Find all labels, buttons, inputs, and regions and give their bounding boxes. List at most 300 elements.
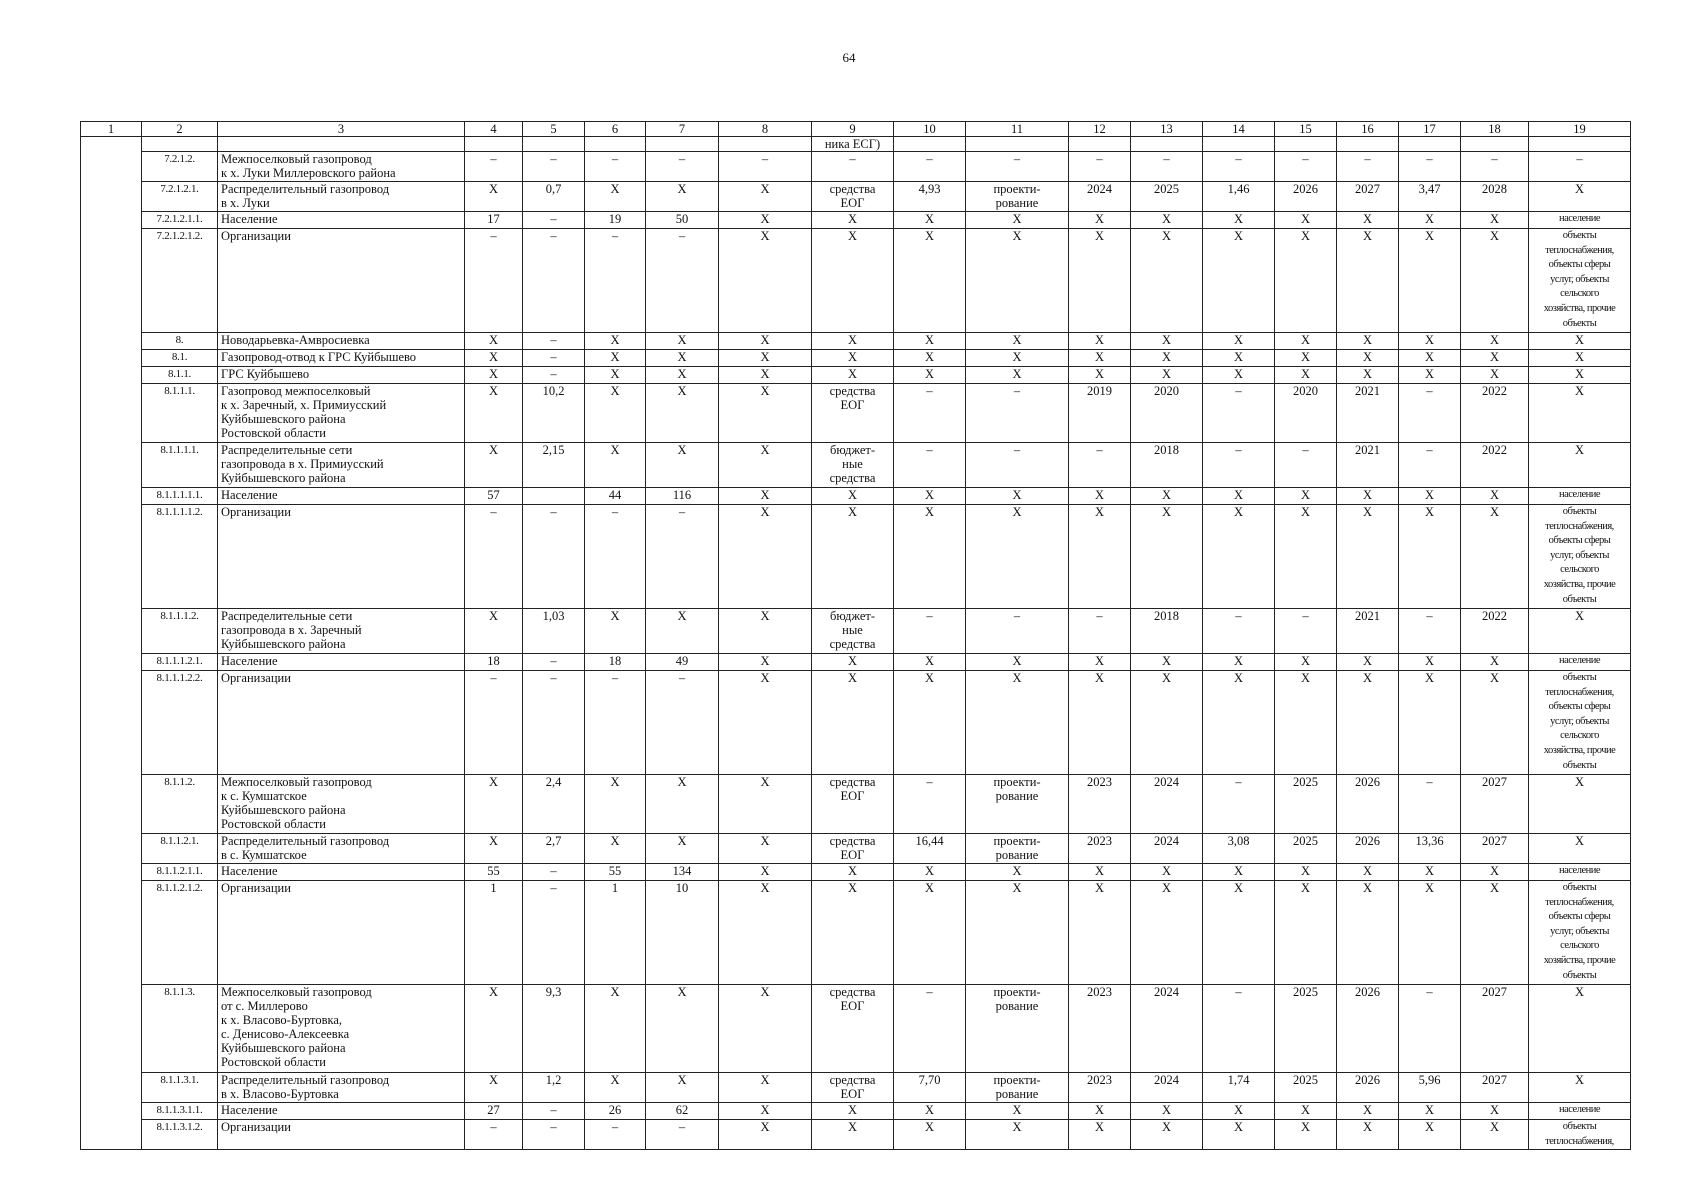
- value-cell-col-14: X: [1203, 1120, 1275, 1150]
- value-cell-col-18: X: [1461, 671, 1529, 775]
- value-cell-col-19: X: [1529, 985, 1631, 1073]
- value-cell-col-14: X: [1203, 488, 1275, 505]
- value-cell-col-4: 27: [465, 1103, 523, 1120]
- column-number: 10: [894, 122, 966, 137]
- value-cell-col-17: 3,47: [1399, 182, 1461, 212]
- value-cell-col-14: 3,08: [1203, 834, 1275, 864]
- value-cell-col-10: –: [894, 775, 966, 834]
- value-cell-col-8: X: [719, 864, 812, 881]
- table-row: [81, 1103, 1631, 1120]
- value-cell-col-5: –: [523, 864, 585, 881]
- value-cell-col-8: X: [719, 182, 812, 212]
- value-cell-col-17: –: [1399, 609, 1461, 654]
- value-cell-col-19: население: [1529, 864, 1631, 881]
- value-cell-col-16: 2021: [1337, 384, 1399, 443]
- value-cell-col-11: X: [966, 881, 1069, 985]
- value-cell-col-8: X: [719, 367, 812, 384]
- value-cell-col-19: –: [1529, 152, 1631, 182]
- value-cell-col-19: X: [1529, 384, 1631, 443]
- value-cell-col-12: 2019: [1069, 384, 1131, 443]
- value-cell-col-7: –: [646, 671, 719, 775]
- value-cell-col-16: X: [1337, 864, 1399, 881]
- value-cell-col-17: X: [1399, 350, 1461, 367]
- value-cell-col-7: 49: [646, 654, 719, 671]
- value-cell-col-10: X: [894, 671, 966, 775]
- object-name: Население: [218, 654, 465, 671]
- empty-cell: [966, 137, 1069, 152]
- row-number: 8.1.1.1.2.2.: [142, 671, 218, 775]
- value-cell-col-6: 1: [585, 881, 646, 985]
- empty-cell: [1399, 137, 1461, 152]
- value-cell-col-19: население: [1529, 1103, 1631, 1120]
- value-cell-col-13: X: [1131, 350, 1203, 367]
- column-number: 1: [81, 122, 142, 137]
- value-cell-col-19: X: [1529, 775, 1631, 834]
- object-name: Распределительный газопровод в х. Луки: [218, 182, 465, 212]
- value-cell-col-12: X: [1069, 212, 1131, 229]
- value-cell-col-9: средства ЕОГ: [812, 182, 894, 212]
- value-cell-col-19: объекты теплоснабжения, объекты сферы услуг, объекты сельского хозяйства, прочие объекты: [1529, 881, 1631, 985]
- row-number: 8.1.1.1.2.1.: [142, 654, 218, 671]
- value-cell-col-17: –: [1399, 152, 1461, 182]
- object-name: Население: [218, 1103, 465, 1120]
- value-cell-col-6: X: [585, 333, 646, 350]
- value-cell-col-13: X: [1131, 1103, 1203, 1120]
- object-name: Распределительный газопровод в х. Власово-Буртовка: [218, 1073, 465, 1103]
- value-cell-col-5: 10,2: [523, 384, 585, 443]
- value-cell-col-5: 1,03: [523, 609, 585, 654]
- value-cell-col-10: –: [894, 384, 966, 443]
- column-number: 8: [719, 122, 812, 137]
- value-cell-col-18: X: [1461, 881, 1529, 985]
- value-cell-col-15: –: [1275, 152, 1337, 182]
- value-cell-col-6: X: [585, 609, 646, 654]
- value-cell-col-9: средства ЕОГ: [812, 985, 894, 1073]
- value-cell-col-8: X: [719, 985, 812, 1073]
- value-cell-col-12: X: [1069, 864, 1131, 881]
- value-cell-col-6: X: [585, 384, 646, 443]
- value-cell-col-18: X: [1461, 654, 1529, 671]
- column-number: 12: [1069, 122, 1131, 137]
- empty-cell: [1529, 137, 1631, 152]
- value-cell-col-10: X: [894, 229, 966, 333]
- value-cell-col-17: X: [1399, 488, 1461, 505]
- value-cell-col-5: –: [523, 212, 585, 229]
- value-cell-col-9: X: [812, 367, 894, 384]
- value-cell-col-7: X: [646, 609, 719, 654]
- value-cell-col-5: –: [523, 654, 585, 671]
- row-number: 8.1.1.3.: [142, 985, 218, 1073]
- value-cell-col-10: –: [894, 152, 966, 182]
- value-cell-col-15: –: [1275, 609, 1337, 654]
- empty-cell: [1275, 137, 1337, 152]
- column-number: 5: [523, 122, 585, 137]
- value-cell-col-7: 62: [646, 1103, 719, 1120]
- value-cell-col-11: X: [966, 488, 1069, 505]
- value-cell-col-16: X: [1337, 1103, 1399, 1120]
- value-cell-col-4: X: [465, 775, 523, 834]
- value-cell-col-4: 55: [465, 864, 523, 881]
- table-row: [81, 333, 1631, 350]
- value-cell-col-15: X: [1275, 367, 1337, 384]
- value-cell-col-12: 2024: [1069, 182, 1131, 212]
- value-cell-col-13: X: [1131, 367, 1203, 384]
- value-cell-col-19: X: [1529, 443, 1631, 488]
- row-number: 7.2.1.2.: [142, 152, 218, 182]
- value-cell-col-7: 10: [646, 881, 719, 985]
- value-cell-col-6: X: [585, 443, 646, 488]
- value-cell-col-15: X: [1275, 864, 1337, 881]
- value-cell-col-18: 2027: [1461, 834, 1529, 864]
- value-cell-col-11: X: [966, 212, 1069, 229]
- value-cell-col-8: X: [719, 609, 812, 654]
- value-cell-col-9: бюджет- ные средства: [812, 443, 894, 488]
- value-cell-col-9: X: [812, 1120, 894, 1150]
- value-cell-col-16: X: [1337, 212, 1399, 229]
- value-cell-col-17: X: [1399, 1120, 1461, 1150]
- value-cell-col-11: –: [966, 384, 1069, 443]
- value-cell-col-14: –: [1203, 384, 1275, 443]
- value-cell-col-18: 2027: [1461, 775, 1529, 834]
- column-number: 6: [585, 122, 646, 137]
- value-cell-col-14: X: [1203, 654, 1275, 671]
- page-number: 64: [842, 50, 856, 65]
- value-cell-col-13: 2024: [1131, 985, 1203, 1073]
- table-row: [81, 212, 1631, 229]
- value-cell-col-8: X: [719, 384, 812, 443]
- row-number: 8.1.1.1.2.: [142, 609, 218, 654]
- value-cell-col-6: –: [585, 152, 646, 182]
- table-row: [81, 182, 1631, 212]
- value-cell-col-5: 0,7: [523, 182, 585, 212]
- table-row: [81, 775, 1631, 834]
- value-cell-col-13: X: [1131, 488, 1203, 505]
- value-cell-col-12: X: [1069, 671, 1131, 775]
- value-cell-col-18: 2027: [1461, 1073, 1529, 1103]
- value-cell-col-15: X: [1275, 1120, 1337, 1150]
- value-cell-col-17: X: [1399, 864, 1461, 881]
- value-cell-col-11: –: [966, 443, 1069, 488]
- value-cell-col-6: X: [585, 775, 646, 834]
- value-cell-col-6: –: [585, 505, 646, 609]
- value-cell-col-13: 2018: [1131, 609, 1203, 654]
- value-cell-col-9: X: [812, 864, 894, 881]
- value-cell-col-11: X: [966, 1103, 1069, 1120]
- row-number: 7.2.1.2.1.: [142, 182, 218, 212]
- value-cell-col-4: 1: [465, 881, 523, 985]
- value-cell-col-14: X: [1203, 229, 1275, 333]
- value-cell-col-19: X: [1529, 834, 1631, 864]
- value-cell-col-14: –: [1203, 443, 1275, 488]
- value-cell-col-7: X: [646, 384, 719, 443]
- value-cell-col-12: 2023: [1069, 775, 1131, 834]
- row-number: 8.1.1.2.: [142, 775, 218, 834]
- column-number: 2: [142, 122, 218, 137]
- value-cell-col-6: 19: [585, 212, 646, 229]
- value-cell-col-4: –: [465, 152, 523, 182]
- value-cell-col-4: X: [465, 384, 523, 443]
- object-name: Межпоселковый газопровод к с. Кумшатское Куйбышевского района Ростовской области: [218, 775, 465, 834]
- value-cell-col-9: X: [812, 333, 894, 350]
- value-cell-col-14: X: [1203, 350, 1275, 367]
- value-cell-col-4: X: [465, 182, 523, 212]
- column-number-row: [81, 122, 1631, 137]
- column-number: 3: [218, 122, 465, 137]
- value-cell-col-5: –: [523, 333, 585, 350]
- value-cell-col-4: 18: [465, 654, 523, 671]
- value-cell-col-7: X: [646, 834, 719, 864]
- value-cell-col-16: X: [1337, 881, 1399, 985]
- table-row: [81, 1120, 1631, 1150]
- value-cell-col-17: 13,36: [1399, 834, 1461, 864]
- value-cell-col-13: X: [1131, 505, 1203, 609]
- value-cell-col-15: 2025: [1275, 834, 1337, 864]
- value-cell-col-10: –: [894, 443, 966, 488]
- value-cell-col-10: X: [894, 367, 966, 384]
- value-cell-col-9: X: [812, 212, 894, 229]
- empty-cell: [1069, 137, 1131, 152]
- value-cell-col-5: –: [523, 1103, 585, 1120]
- value-cell-col-13: X: [1131, 1120, 1203, 1150]
- table-row: [81, 985, 1631, 1073]
- column-number: 7: [646, 122, 719, 137]
- empty-cell: [1203, 137, 1275, 152]
- value-cell-col-14: X: [1203, 505, 1275, 609]
- value-cell-col-19: население: [1529, 654, 1631, 671]
- value-cell-col-9: средства ЕОГ: [812, 1073, 894, 1103]
- value-cell-col-13: 2018: [1131, 443, 1203, 488]
- value-cell-col-6: X: [585, 985, 646, 1073]
- object-name: Население: [218, 864, 465, 881]
- value-cell-col-18: X: [1461, 1120, 1529, 1150]
- value-cell-col-13: 2024: [1131, 834, 1203, 864]
- value-cell-col-14: –: [1203, 985, 1275, 1073]
- value-cell-col-14: X: [1203, 1103, 1275, 1120]
- value-cell-col-14: –: [1203, 775, 1275, 834]
- value-cell-col-19: объекты теплоснабжения, объекты сферы услуг, объекты сельского хозяйства, прочие объекты: [1529, 671, 1631, 775]
- value-cell-col-18: X: [1461, 212, 1529, 229]
- value-cell-col-10: X: [894, 505, 966, 609]
- value-cell-col-11: проекти- рование: [966, 182, 1069, 212]
- column-number: 15: [1275, 122, 1337, 137]
- column-number: 13: [1131, 122, 1203, 137]
- value-cell-col-8: X: [719, 671, 812, 775]
- empty-cell: [894, 137, 966, 152]
- value-cell-col-13: X: [1131, 333, 1203, 350]
- value-cell-col-6: –: [585, 229, 646, 333]
- value-cell-col-17: X: [1399, 229, 1461, 333]
- value-cell-col-15: 2020: [1275, 384, 1337, 443]
- value-cell-col-12: X: [1069, 505, 1131, 609]
- empty-cell: [142, 137, 218, 152]
- empty-cell: [646, 137, 719, 152]
- value-cell-col-16: 2026: [1337, 775, 1399, 834]
- table-row: [81, 654, 1631, 671]
- value-cell-col-5: –: [523, 1120, 585, 1150]
- value-cell-col-11: X: [966, 654, 1069, 671]
- value-cell-col-11: проекти- рование: [966, 834, 1069, 864]
- empty-cell: [523, 137, 585, 152]
- value-cell-col-18: X: [1461, 367, 1529, 384]
- value-cell-col-18: 2027: [1461, 985, 1529, 1073]
- value-cell-col-19: X: [1529, 182, 1631, 212]
- value-cell-col-12: X: [1069, 367, 1131, 384]
- value-cell-col-13: X: [1131, 864, 1203, 881]
- value-cell-col-7: X: [646, 443, 719, 488]
- value-cell-col-16: 2027: [1337, 182, 1399, 212]
- value-cell-col-12: X: [1069, 1103, 1131, 1120]
- value-cell-col-8: X: [719, 881, 812, 985]
- value-cell-col-11: X: [966, 1120, 1069, 1150]
- row-number: 8.: [142, 333, 218, 350]
- column-number: 14: [1203, 122, 1275, 137]
- row-number: 8.1.: [142, 350, 218, 367]
- continuation-cell: ника ЕСГ): [812, 137, 894, 152]
- value-cell-col-14: X: [1203, 367, 1275, 384]
- value-cell-col-16: 2026: [1337, 1073, 1399, 1103]
- value-cell-col-18: X: [1461, 333, 1529, 350]
- value-cell-col-5: 1,2: [523, 1073, 585, 1103]
- value-cell-col-12: X: [1069, 333, 1131, 350]
- row-number: 8.1.1.2.1.: [142, 834, 218, 864]
- value-cell-col-11: X: [966, 367, 1069, 384]
- value-cell-col-15: X: [1275, 333, 1337, 350]
- value-cell-col-10: 16,44: [894, 834, 966, 864]
- value-cell-col-6: –: [585, 671, 646, 775]
- value-cell-col-9: X: [812, 671, 894, 775]
- value-cell-col-6: X: [585, 834, 646, 864]
- table-row: [81, 443, 1631, 488]
- value-cell-col-11: проекти- рование: [966, 775, 1069, 834]
- row-number: 7.2.1.2.1.2.: [142, 229, 218, 333]
- value-cell-col-14: 1,46: [1203, 182, 1275, 212]
- row-number: 8.1.1.1.: [142, 384, 218, 443]
- value-cell-col-19: объекты теплоснабжения,: [1529, 1120, 1631, 1150]
- value-cell-col-15: X: [1275, 505, 1337, 609]
- value-cell-col-8: X: [719, 1073, 812, 1103]
- table-row: [81, 1073, 1631, 1103]
- row-number: 8.1.1.: [142, 367, 218, 384]
- value-cell-col-10: 7,70: [894, 1073, 966, 1103]
- value-cell-col-5: [523, 488, 585, 505]
- value-cell-col-8: X: [719, 834, 812, 864]
- value-cell-col-16: X: [1337, 671, 1399, 775]
- value-cell-col-15: X: [1275, 229, 1337, 333]
- value-cell-col-15: 2026: [1275, 182, 1337, 212]
- table-row: [81, 609, 1631, 654]
- value-cell-col-9: средства ЕОГ: [812, 384, 894, 443]
- object-name: Организации: [218, 881, 465, 985]
- value-cell-col-13: 2024: [1131, 1073, 1203, 1103]
- column-number: 18: [1461, 122, 1529, 137]
- value-cell-col-9: средства ЕОГ: [812, 834, 894, 864]
- value-cell-col-5: –: [523, 229, 585, 333]
- object-name: Организации: [218, 671, 465, 775]
- value-cell-col-11: проекти- рование: [966, 985, 1069, 1073]
- value-cell-col-10: X: [894, 1120, 966, 1150]
- table-row: [81, 367, 1631, 384]
- gas-pipeline-table: [80, 121, 1631, 1150]
- value-cell-col-4: X: [465, 350, 523, 367]
- value-cell-col-14: X: [1203, 671, 1275, 775]
- value-cell-col-16: X: [1337, 350, 1399, 367]
- value-cell-col-6: X: [585, 182, 646, 212]
- value-cell-col-10: X: [894, 212, 966, 229]
- value-cell-col-11: X: [966, 333, 1069, 350]
- value-cell-col-6: X: [585, 367, 646, 384]
- empty-cell: [1131, 137, 1203, 152]
- value-cell-col-13: X: [1131, 881, 1203, 985]
- object-name: Межпоселковый газопровод к х. Луки Миллеровского района: [218, 152, 465, 182]
- empty-cell: [218, 137, 465, 152]
- value-cell-col-12: X: [1069, 1120, 1131, 1150]
- value-cell-col-12: –: [1069, 443, 1131, 488]
- value-cell-col-19: объекты теплоснабжения, объекты сферы услуг, объекты сельского хозяйства, прочие объекты: [1529, 229, 1631, 333]
- value-cell-col-11: X: [966, 229, 1069, 333]
- value-cell-col-11: проекти- рование: [966, 1073, 1069, 1103]
- object-name: Новодарьевка-Амвросиевка: [218, 333, 465, 350]
- value-cell-col-9: X: [812, 505, 894, 609]
- table-row: [81, 350, 1631, 367]
- object-name: Население: [218, 488, 465, 505]
- value-cell-col-14: –: [1203, 152, 1275, 182]
- row-number: 8.1.1.2.1.2.: [142, 881, 218, 985]
- value-cell-col-9: X: [812, 1103, 894, 1120]
- value-cell-col-15: 2025: [1275, 985, 1337, 1073]
- value-cell-col-9: бюджет- ные средства: [812, 609, 894, 654]
- table-row: [81, 488, 1631, 505]
- value-cell-col-13: X: [1131, 671, 1203, 775]
- value-cell-col-13: 2025: [1131, 182, 1203, 212]
- value-cell-col-19: X: [1529, 367, 1631, 384]
- value-cell-col-18: 2022: [1461, 609, 1529, 654]
- value-cell-col-8: X: [719, 488, 812, 505]
- value-cell-col-6: X: [585, 1073, 646, 1103]
- value-cell-col-18: X: [1461, 229, 1529, 333]
- value-cell-col-8: X: [719, 212, 812, 229]
- object-name: Организации: [218, 1120, 465, 1150]
- table-row: [81, 881, 1631, 985]
- value-cell-col-17: X: [1399, 367, 1461, 384]
- value-cell-col-4: X: [465, 834, 523, 864]
- value-cell-col-16: X: [1337, 367, 1399, 384]
- value-cell-col-4: 17: [465, 212, 523, 229]
- continuation-row: [81, 137, 1631, 152]
- object-name: ГРС Куйбышево: [218, 367, 465, 384]
- value-cell-col-8: X: [719, 350, 812, 367]
- value-cell-col-6: 55: [585, 864, 646, 881]
- value-cell-col-18: –: [1461, 152, 1529, 182]
- empty-cell: [1337, 137, 1399, 152]
- value-cell-col-11: X: [966, 505, 1069, 609]
- empty-cell: [465, 137, 523, 152]
- table-row: [81, 671, 1631, 775]
- value-cell-col-13: X: [1131, 654, 1203, 671]
- value-cell-col-7: X: [646, 367, 719, 384]
- value-cell-col-8: X: [719, 1103, 812, 1120]
- value-cell-col-8: X: [719, 775, 812, 834]
- value-cell-col-6: 18: [585, 654, 646, 671]
- value-cell-col-14: X: [1203, 333, 1275, 350]
- value-cell-col-12: X: [1069, 488, 1131, 505]
- value-cell-col-15: X: [1275, 350, 1337, 367]
- value-cell-col-16: X: [1337, 333, 1399, 350]
- value-cell-col-18: 2022: [1461, 443, 1529, 488]
- value-cell-col-7: X: [646, 1073, 719, 1103]
- value-cell-col-9: X: [812, 350, 894, 367]
- table-row: [81, 384, 1631, 443]
- value-cell-col-8: X: [719, 333, 812, 350]
